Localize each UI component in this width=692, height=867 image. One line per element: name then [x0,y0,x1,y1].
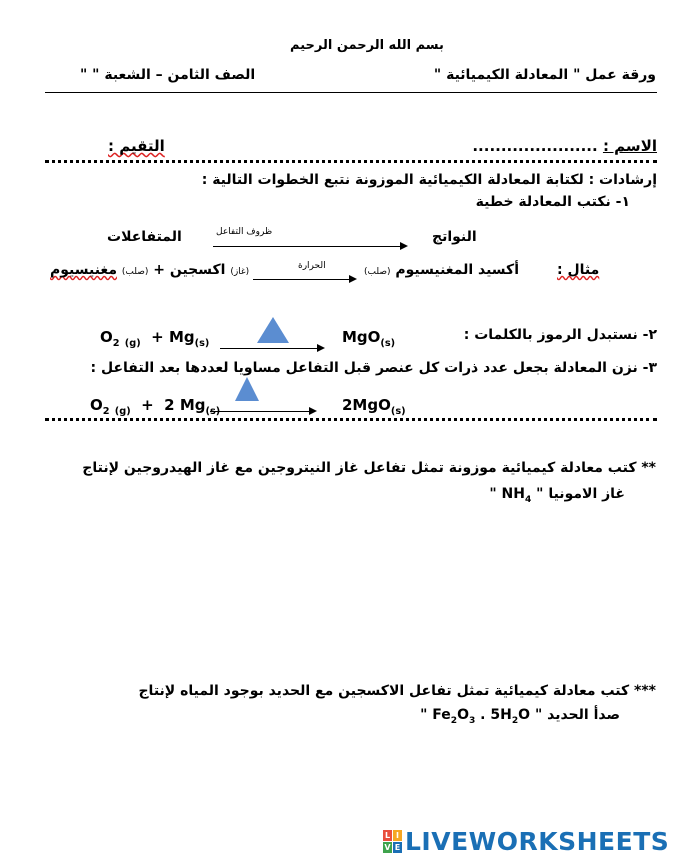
question-1-line-1: ** كتب معادلة كيميائية موزونة تمثل تفاعل غاز النيتروجين مع غاز الهيدروجين لإنتاج [82,460,656,476]
example-product: أكسيد المغنيسيوم (صلب) [364,262,519,278]
basmala: بسم الله الرحمن الرحيم [290,38,444,53]
balanced-arrow [210,411,315,412]
answer-area-2[interactable] [45,735,657,815]
example-label: مثال : [557,262,600,278]
reactants-label: المتفاعلات [107,229,182,245]
name-dots: ...................... [472,137,598,155]
reaction-conditions-label: ظروف التفاعل [216,227,273,237]
balanced-product: 2MgO$_{(s)}$ [342,396,406,417]
question-2-line-1: *** كتب معادلة كيميائية تمثل تفاعل الاكسجين مع الحديد بوجود المياه لإنتاج [138,683,656,699]
name-field[interactable] [472,137,657,155]
heat-triangle-icon [256,316,290,344]
example-reactants: (غاز) اكسجين + (صلب) مغنيسيوم [50,262,250,278]
grade-section: الصف الثامن – الشعبة " " [80,67,256,83]
question-1-line-2: غاز الامونيا " $NH_4$ " [489,486,625,505]
heat-triangle-icon-2 [234,376,260,402]
header-divider [45,92,657,93]
balanced-equation: $O_2$ $_{(g)}$ + 2 $Mg_{(s)}$ [90,396,221,417]
dotted-divider-2 [45,418,657,421]
name-label: الاسم : [602,137,657,155]
question-2-line-2: صدأ الحديد " $Fe_2O_3$ . $5H_2O$ " [420,707,620,726]
symbol-equation: $O_2$ $_{(g)} + Mg_{(s)}$ [100,328,210,349]
example-heat-label: الحرارة [298,261,326,271]
worksheet-title: ورقة عمل " المعادلة الكيميائية " [433,67,656,83]
instructions-intro: إرشادات : لكتابة المعادلة الكيميائية الموزونة نتبع الخطوات التالية : [201,172,657,188]
answer-area-1[interactable] [45,515,657,665]
step-3: ٣- نزن المعادلة بجعل عدد ذرات كل عنصر قبل التفاعل مساويا لعددها بعد التفاعل : [90,360,657,376]
products-label: النواتج [432,229,477,245]
symbol-arrow [220,348,323,349]
grade-field[interactable] [108,137,165,155]
logo-text: LIVEWORKSHEETS [405,826,670,856]
template-arrow [213,246,406,247]
example-arrow [253,279,355,280]
dotted-divider-1 [45,160,657,163]
symbol-product: MgO$_{(s)}$ [342,328,396,349]
liveworksheets-logo[interactable] [383,826,669,856]
logo-tiles-icon: L I V E [384,830,401,852]
step-2: ٢- نستبدل الرموز بالكلمات : [463,327,657,343]
step-1: ١- نكتب المعادلة خطية [475,194,630,210]
grade-label: التقيم : [108,137,165,155]
